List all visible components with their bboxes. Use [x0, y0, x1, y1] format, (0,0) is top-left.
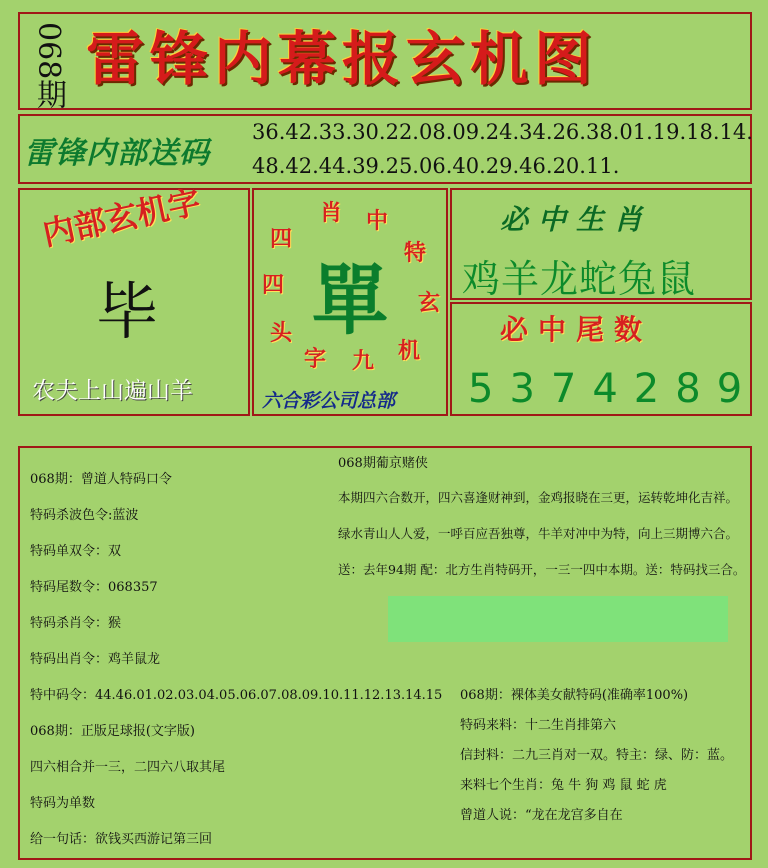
riddle-label: 内部玄机字 — [39, 182, 204, 254]
left-line-4: 特码尾数令：068357 — [30, 580, 158, 595]
ring-char-3: 中 — [366, 208, 389, 234]
left-line-3: 特码单双令：双 — [30, 544, 122, 559]
right-bottom-line-1: 068期：裸体美女献特码(准确率100%) — [460, 688, 689, 703]
right-top-line-2: 本期四六合数开，四六喜逢财神到，金鸡报晓在三更，运转乾坤化吉祥。 — [338, 490, 739, 505]
ring-char-7: 九 — [352, 348, 375, 374]
left-line-11: 给一句话：欲钱买西游记第三回 — [30, 832, 213, 847]
zodiac-animals: 鸡羊龙蛇兔鼠 — [462, 257, 697, 301]
ring-char-10: 四 — [262, 272, 285, 298]
green-highlight-block — [388, 596, 728, 642]
ring-char-1: 四 — [270, 226, 293, 252]
issue-number: 068期 — [31, 22, 66, 110]
ring-char-4: 特 — [404, 240, 427, 266]
code-line-1: 36.42.33.30.22.08.09.24.34.26.38.01.19.18.14. — [252, 120, 753, 144]
right-bottom-line-5: 曾道人说：“龙在龙宫多自在 — [460, 808, 623, 823]
code-row-label: 雷锋内部送码 — [24, 136, 210, 171]
right-bottom-line-4: 来料七个生肖：兔 牛 狗 鸡 鼠 蛇 虎 — [460, 778, 667, 793]
left-line-5: 特码杀肖令：猴 — [30, 616, 122, 631]
left-line-8: 068期：正版足球报(文字版) — [30, 724, 195, 739]
left-line-10: 特码为单数 — [30, 796, 96, 811]
right-top-line-3: 绿水青山人人爱，一呼百应吾独尊，牛羊对冲中为特，向上三期博六合。 — [338, 526, 739, 541]
left-line-7: 特中码令：44.46.01.02.03.04.05.06.07.08.09.10.11.12.13.14.15 — [30, 688, 443, 703]
ring-char-5: 玄 — [418, 290, 441, 316]
right-bottom-line-3: 信封料：二九三肖对一双。特主：绿、防：蓝。 — [460, 748, 734, 763]
tail-label: 必中尾数 — [500, 313, 653, 346]
left-line-6: 特码出肖令：鸡羊鼠龙 — [30, 652, 161, 667]
right-bottom-line-2: 特码来料：十二生肖排第六 — [460, 718, 617, 733]
left-line-1: 068期：曾道人特码口令 — [30, 472, 172, 487]
page-title: 雷锋内幕报玄机图 — [86, 25, 599, 93]
left-line-9: 四六相合并一三，二四六八取其尾 — [30, 760, 226, 775]
code-line-2: 48.42.44.39.25.06.40.29.46.20.11. — [252, 154, 620, 178]
riddle-hint: 农夫上山遍山羊 — [32, 378, 193, 404]
tail-digits: 5374289 — [468, 366, 759, 412]
center-footer: 六合彩公司总部 — [262, 390, 396, 412]
ring-char-8: 字 — [304, 346, 327, 372]
ring-char-9: 头 — [270, 320, 293, 346]
ring-char-6: 机 — [398, 338, 421, 364]
riddle-char: 毕 — [96, 275, 159, 348]
zodiac-label: 必中生肖 — [500, 203, 653, 236]
right-top-line-4: 送：去年94期 配：北方生肖特码开，一三一四中本期。送：特码找三合。 — [338, 562, 746, 577]
ring-char-2: 肖 — [320, 200, 343, 226]
left-line-2: 特码杀波色令:蓝波 — [30, 508, 139, 523]
center-big-char: 單 — [312, 256, 388, 345]
right-top-line-1: 068期葡京赌侠 — [338, 456, 428, 471]
